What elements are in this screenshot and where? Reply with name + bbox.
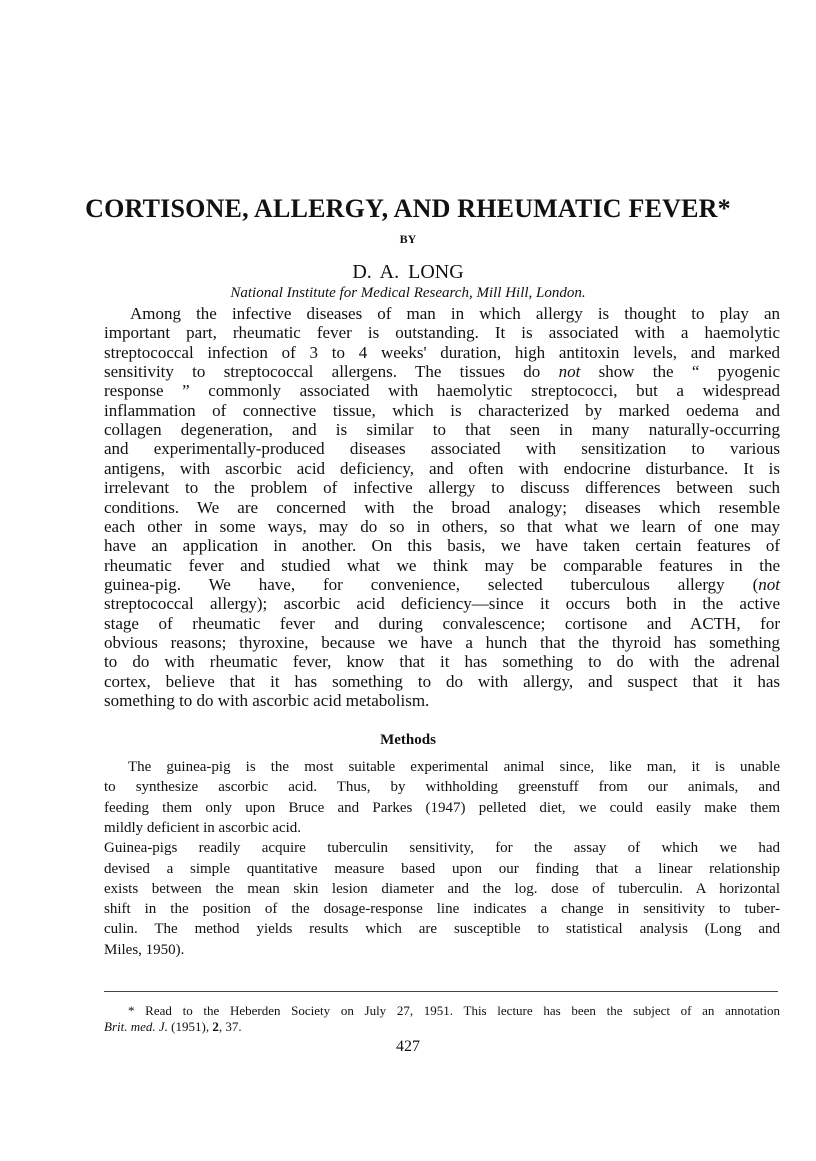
text-segment: important part, rheumatic fever is outstanding. It is associated with a haemolytic	[104, 323, 780, 343]
text-line	[104, 536, 780, 555]
text-segment: collagen degeneration, and is similar to that seen in many naturally-occurring	[104, 420, 780, 440]
text-line	[104, 459, 780, 478]
text-line	[104, 861, 780, 878]
text-segment: exists between the mean skin lesion diameter and the log. dose of tuberculin. A horizontal	[104, 880, 780, 897]
text-segment: inflammation of connective tissue, which is characterized by marked oedema and	[104, 400, 780, 420]
text-segment: Miles, 1950).	[104, 941, 185, 958]
text-line	[104, 901, 780, 918]
text-segment: shift in the position of the dosage-response line indicates a change in sensitivity to tuber-	[104, 901, 780, 918]
text-segment: guinea-pig. We have, for convenience, selected tuberculous allergy (	[104, 574, 759, 594]
text-line	[104, 1019, 780, 1034]
text-line	[104, 594, 780, 613]
text-segment: obvious reasons; thyroxine, because we have a hunch that the thyroid has something	[104, 632, 780, 652]
text-line	[104, 820, 780, 837]
text-line	[104, 800, 780, 817]
text-line	[104, 652, 780, 671]
italic-text: not	[758, 574, 780, 594]
text-segment: feeding them only upon Bruce and Parkes (1947) pelleted diet, we could easily make them	[104, 799, 780, 816]
text-line	[104, 942, 780, 959]
text-line	[104, 840, 780, 857]
text-segment: mildly deficient in ascorbic acid.	[104, 819, 302, 836]
text-line	[104, 881, 780, 898]
text-line	[128, 759, 780, 776]
text-segment: Among the infective diseases of man in which allergy is thought to play an	[130, 304, 780, 323]
text-segment: (1951),	[167, 1019, 213, 1034]
text-segment: conditions. We are concerned with the broad analogy; diseases which resemble	[104, 497, 780, 517]
article-title: CORTISONE, ALLERGY, AND RHEUMATIC FEVER*	[85, 194, 731, 223]
text-segment: Guinea-pigs readily acquire tuberculin sensitivity, for the assay of which we had	[104, 840, 780, 857]
text-line	[104, 779, 780, 796]
text-line	[104, 672, 780, 691]
text-segment: antigens, with ascorbic acid deficiency, and often with endocrine disturbance. It is	[104, 458, 780, 478]
footnote-divider	[104, 991, 778, 992]
text-line	[104, 556, 780, 575]
text-line	[104, 439, 780, 458]
text-line	[104, 478, 780, 497]
text-segment: streptococcal allergy); ascorbic acid deficiency—since it occurs both in the active	[104, 594, 780, 614]
text-segment: response ” commonly associated with haemolytic streptococci, but a widespread	[104, 381, 780, 401]
text-segment: sensitivity to streptococcal allergens. The tissues do	[104, 362, 559, 382]
text-line	[104, 343, 780, 362]
text-segment: show the “ pyogenic	[580, 362, 780, 382]
text-segment: culin. The method yields results which are susceptible to statistical analysis (Long and	[104, 921, 780, 938]
text-line	[130, 304, 780, 323]
text-line	[104, 921, 780, 938]
text-segment: cortex, believe that it has something to do with allergy, and suspect that it has	[104, 671, 780, 691]
text-line	[104, 633, 780, 652]
byline: BY	[399, 232, 417, 246]
author-name: D. A. LONG	[352, 261, 464, 283]
methods-heading: Methods	[380, 732, 436, 748]
text-segment: to do with rheumatic fever, know that it has something to do with the adrenal	[104, 652, 780, 672]
text-line	[104, 381, 780, 400]
italic-text: not	[558, 362, 581, 382]
text-line	[104, 517, 780, 536]
text-line	[104, 691, 780, 710]
text-segment: streptococcal infection of 3 to 4 weeks' duration, high antitoxin levels, and marked	[104, 342, 780, 362]
text-line	[104, 323, 780, 342]
text-segment: devised a simple quantitative measure based upon our finding that a linear relationship	[104, 860, 780, 877]
text-segment: have an application in another. On this basis, we have taken certain features of	[104, 536, 780, 556]
text-segment: , 37.	[218, 1019, 242, 1034]
text-segment: stage of rheumatic fever and during convalescence; cortisone and ACTH, for	[104, 613, 780, 633]
text-line	[104, 362, 780, 381]
text-line	[128, 1003, 780, 1018]
text-segment: * Read to the Heberden Society on July 27, 1951. This lecture has been the subject of an annotation	[128, 1003, 780, 1018]
text-segment: and experimentally-produced diseases associated with sensitization to various	[104, 439, 780, 459]
text-segment: 2	[212, 1019, 219, 1034]
text-line	[104, 498, 780, 517]
page-number: 427	[396, 1038, 420, 1055]
text-segment: irrelevant to the problem of infective allergy to discuss differences between such	[104, 478, 780, 498]
text-line	[104, 420, 780, 439]
text-segment: rheumatic fever and studied what we think may be comparable features in the	[104, 555, 780, 575]
text-segment: something to do with ascorbic acid metabolism.	[104, 691, 430, 710]
text-line	[104, 614, 780, 633]
text-line	[104, 401, 780, 420]
text-segment: The guinea-pig is the most suitable experimental animal since, like man, it is unable	[128, 759, 780, 775]
text-segment: to synthesize ascorbic acid. Thus, by withholding greenstuff from our animals, and	[104, 779, 780, 796]
text-line	[104, 575, 780, 594]
text-segment: each other in some ways, may do so in others, so that what we learn of one may	[104, 516, 780, 536]
italic-text: Brit. med. J.	[104, 1019, 168, 1034]
author-affiliation: National Institute for Medical Research, Mill Hill, London.	[230, 285, 586, 301]
